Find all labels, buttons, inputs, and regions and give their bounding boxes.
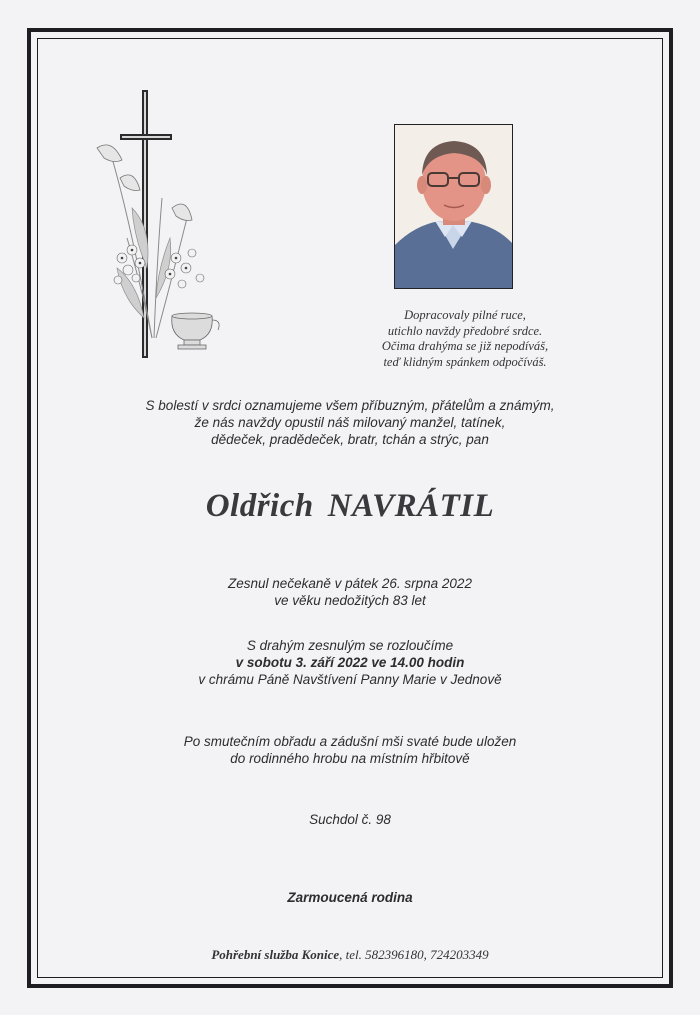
farewell-line: S drahým zesnulým se rozloučíme: [246, 638, 454, 653]
funeral-service-footer: [40, 947, 660, 963]
death-info-line: ve věku nedožitých 83 let: [274, 593, 426, 608]
death-info-line: Zesnul nečekaně v pátek 26. srpna 2022: [228, 576, 472, 591]
burial-line: do rodinného hrobu na místním hřbitově: [230, 751, 470, 766]
last-name: NAVRÁTIL: [327, 488, 495, 524]
address: Suchdol č. 98: [309, 812, 391, 827]
funeral-company-name: Pohřební služba Konice: [211, 947, 340, 962]
cross-lilies-illustration: [92, 88, 227, 363]
farewell-place: v chrámu Páně Navštívení Panny Marie v Jednově: [198, 672, 502, 687]
first-name: Oldřich: [205, 488, 314, 524]
portrait-photo: [394, 124, 513, 289]
burial-info: [40, 733, 660, 767]
poem-line: Očima drahýma se již nepodíváš,: [381, 339, 549, 353]
death-info: [40, 575, 660, 609]
portrait-image: [395, 125, 512, 288]
deceased-name: [40, 488, 660, 525]
announcement-line: S bolestí v srdci oznamujeme všem příbuzným, přátelům a známým,: [145, 398, 555, 413]
signature: Zarmoucená rodina: [287, 890, 413, 905]
farewell-date-time: v sobotu 3. září 2022 ve 14.00 hodin: [235, 655, 465, 670]
announcement-text: [40, 397, 660, 448]
farewell-info: [40, 637, 660, 688]
burial-line: Po smutečním obřadu a zádušní mši svaté bude uložen: [183, 734, 517, 749]
poem-line: Dopracovaly pilné ruce,: [404, 308, 526, 322]
memorial-poem: [330, 308, 600, 370]
funeral-company-contact: , tel. 582396180, 724203349: [339, 947, 489, 962]
announcement-line: že nás navždy opustil náš milovaný manžel, tatínek,: [194, 415, 506, 430]
announcement-line: dědeček, pradědeček, bratr, tchán a strýc, pan: [211, 432, 489, 447]
poem-line: utichlo navždy předobré srdce.: [387, 323, 543, 338]
poem-line: teď klidným spánkem odpočíváš.: [383, 354, 547, 369]
